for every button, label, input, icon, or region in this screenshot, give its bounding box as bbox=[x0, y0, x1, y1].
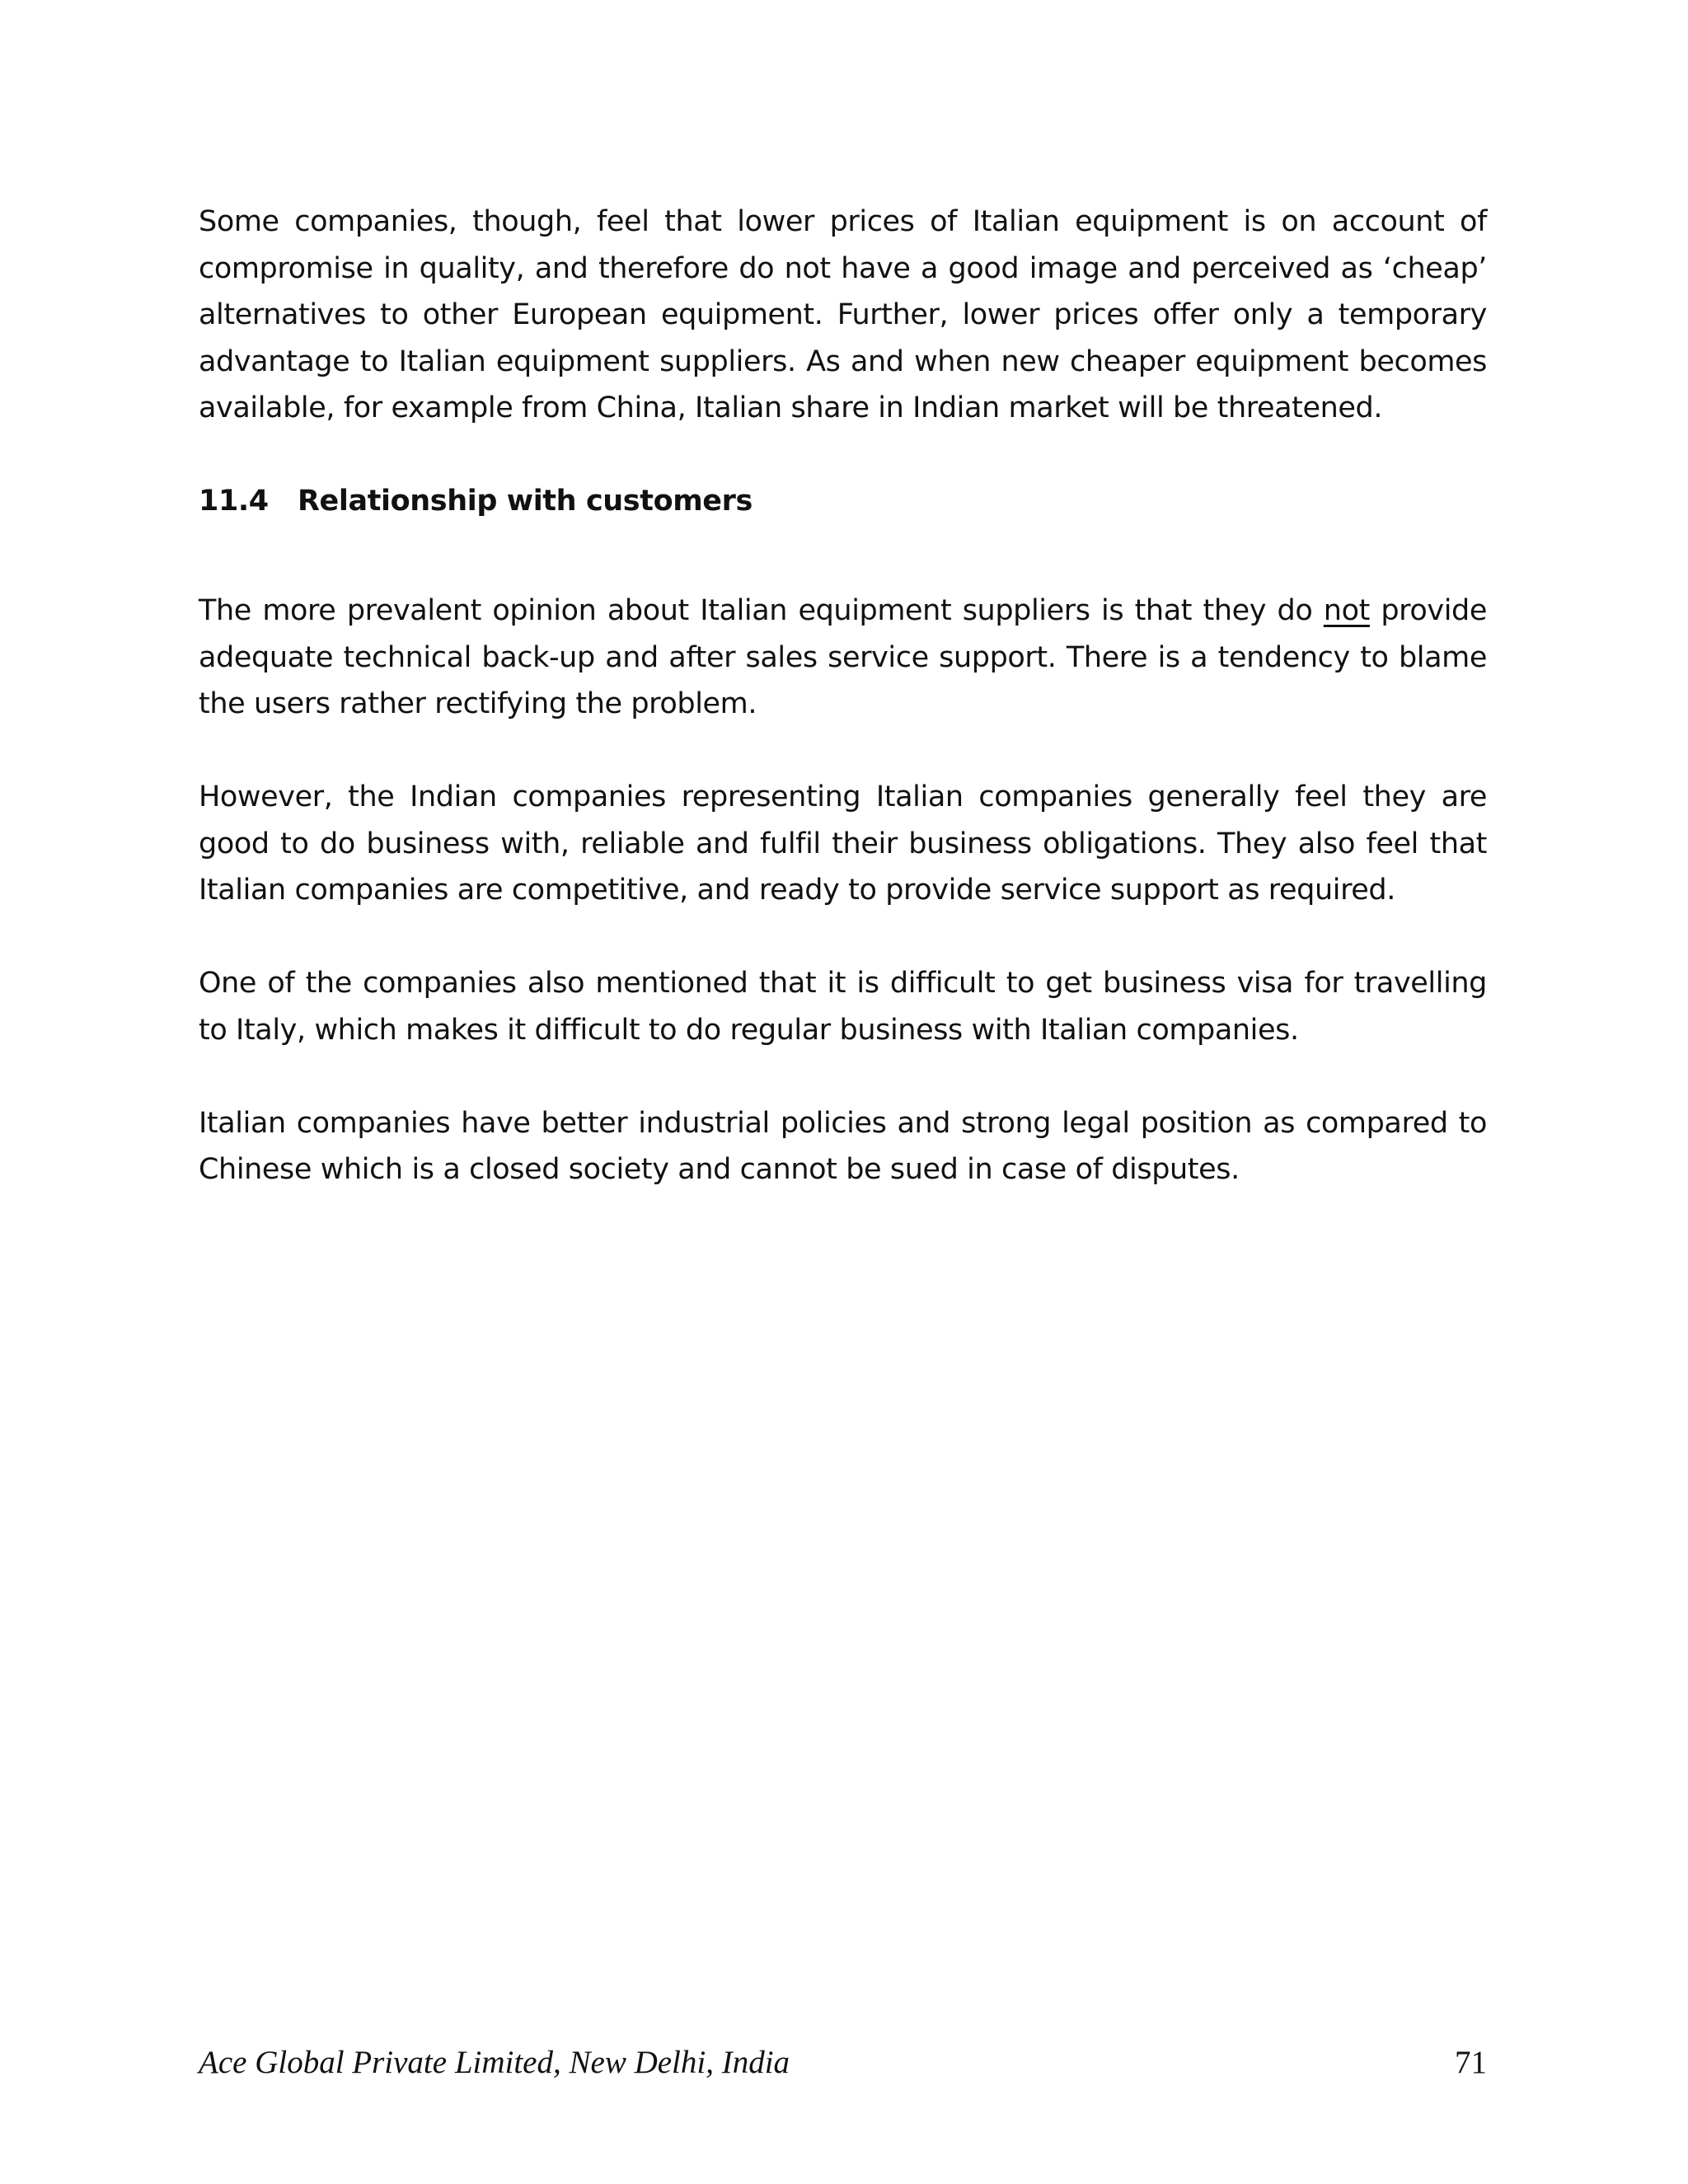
paragraph-business-visa: One of the companies also mentioned that it is difficult to get business visa for travelling to Italy, which makes it difficult to do regular business with Italian companies. bbox=[199, 967, 1487, 1047]
section-number: 11.4 bbox=[199, 485, 269, 518]
spacer bbox=[199, 728, 1487, 775]
spacer bbox=[199, 1053, 1487, 1100]
spacer bbox=[199, 571, 1487, 588]
page-body bbox=[199, 199, 1487, 1193]
page-footer bbox=[199, 2044, 1487, 2081]
footer-organization: Ace Global Private Limited, New Delhi, India bbox=[199, 2045, 790, 2080]
paragraph-italian-prices: Some companies, though, feel that lower prices of Italian equipment is on account of compromise in quality, and therefore do not have a good image and perceived as ‘cheap’ alternatives to other European equipment. Further, lower prices offer only a temporary advantage to Italian equipment suppliers. As and when new cheaper equipment becomes available, for example from China, Italian share in Indian market will be threatened. bbox=[199, 205, 1487, 424]
section-title: Relationship with customers bbox=[298, 485, 753, 518]
paragraph-indian-companies: However, the Indian companies representing Italian companies generally feel they are good to do business with, reliable and fulfil their business obligations. They also feel that Italian companies are competitive, and ready to provide service support as required. bbox=[199, 780, 1487, 907]
paragraph-text: provide adequate technical back-up and after sales service support. There is a tendency to blame the users rather rectifying the problem. bbox=[199, 594, 1487, 720]
section-heading bbox=[199, 478, 1487, 525]
paragraph-text: The more prevalent opinion about Italian equipment suppliers is that they do bbox=[199, 594, 1324, 627]
paragraph-prevalent-opinion bbox=[199, 588, 1487, 728]
page-number: 71 bbox=[1455, 2045, 1487, 2080]
spacer bbox=[199, 525, 1487, 572]
underlined-emphasis: not bbox=[1323, 594, 1370, 627]
paragraph-legal-position: Italian companies have better industrial policies and strong legal position as compared to Chinese which is a closed society and cannot be sued in case of disputes. bbox=[199, 1106, 1487, 1186]
spacer bbox=[199, 432, 1487, 479]
spacer bbox=[199, 914, 1487, 961]
